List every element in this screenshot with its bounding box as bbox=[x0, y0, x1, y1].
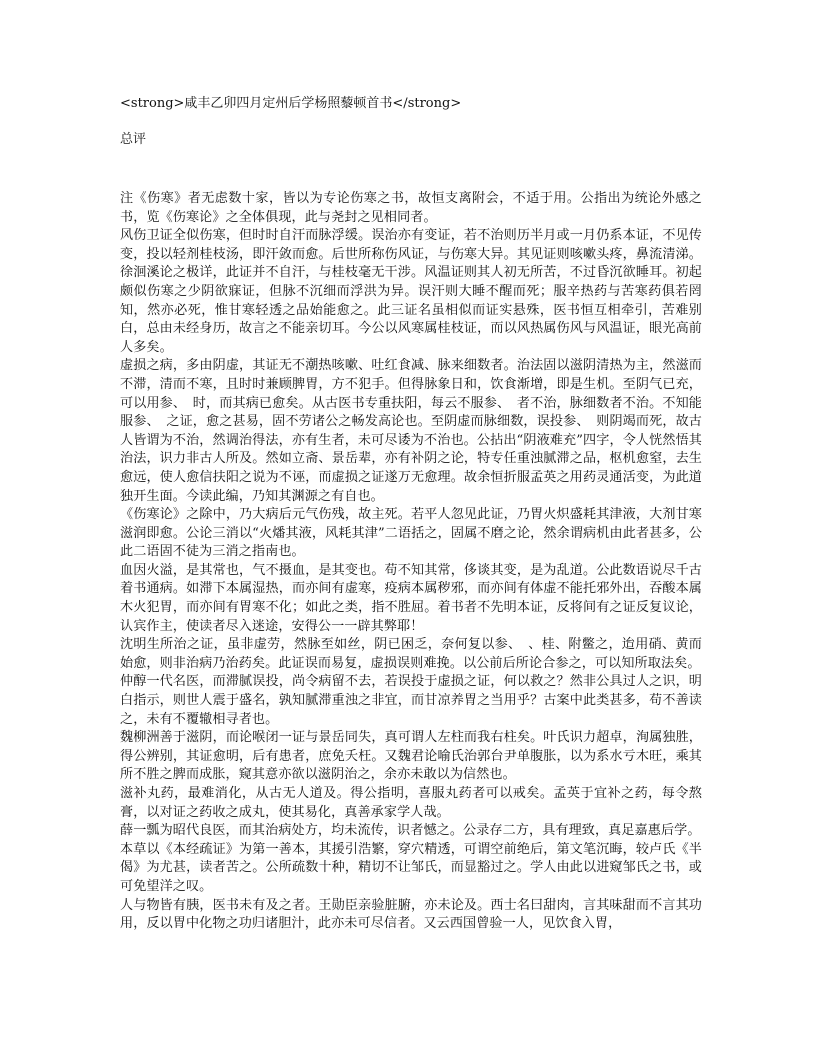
paragraph-9: 滋补丸药，最难消化，从古无人道及。得公指明，喜服丸药者可以戒矣。孟英于宜补之药，每令熬膏，以对证之药收之成丸，使其易化，真善承家学人哉。 bbox=[120, 786, 702, 820]
paragraph-3: 虚损之病，多由阴虚，其证无不潮热咳嗽、吐红食减、脉来细数者。治法固以滋阴清热为主，然滋而不滞，清而不寒，且时时兼顾脾胃，方不犯手。但得脉象日和，饮食渐增，即是生机。至阴气已充，可以用参、 时，而其病已愈矣。从古医书专重扶阳，每云不服参、 者不治，脉细数者不治。不知能服参、 之证，愈之甚易，固不劳诸公之畅发高论也。至阴虚而脉细数，误投参、 则阴竭而死，故古人皆谓为不治，然调治得法，亦有生者，未可尽诿为不治也。公拈出“阴液难充”四字，令人恍然悟其治法，识力非古人所及。然如立斋、景岳辈，亦有补阴之论，特专任重浊腻滞之品，枢机愈窒，去生愈远，使人愈信扶阳之说为不诬，而虚损之证遂万无愈理。故余恒折服孟英之用药灵通活变，为此道独开生面。今读此编，乃知其渊源之有自也。 bbox=[120, 358, 702, 504]
paragraph-8: 魏柳洲善于滋阴，而论喉闭一证与景岳同失，真可谓人左柱而我右柱矣。叶氏识力超卓，洵属独胜，得公辨别，其证愈明，后有患者，庶免夭枉。又魏君论喻氏治郭台尹单腹胀，以为系水亏木旺，乘其所不胜之脾而成胀，窥其意亦欲以滋阴治之，余亦未敢以为信然也。 bbox=[120, 730, 702, 783]
paragraph-2: 风伤卫证全似伤寒，但时时自汗而脉浮缓。误治亦有变证，若不治则历半月或一月仍系本证，不见传变，投以轻剂桂枝汤，即汗敛而愈。后世所称伤风证，与伤寒大异。其见证则咳嗽头疼，鼻流清涕。徐洄溪论之极详，此证并不自汗，与桂枝毫无干涉。风温证则其人初无所苦，不过昏沉欲睡耳。初起颇似伤寒之少阴欲寐证，但脉不沉细而浮洪为异。误汗则大睡不醒而死；服辛热药与苦寒药俱若罔知，然亦必死，惟甘寒轻透之品始能愈之。此三证名虽相似而证实悬殊，医书恒互相牵引，苦难别白，总由未经身历，故言之不能亲切耳。今公以风寒属桂枝证，而以风热属伤风与风温证，眼光高前人多矣。 bbox=[120, 228, 702, 355]
section-title: 总评 bbox=[120, 132, 147, 147]
paragraph-1: 注《伤寒》者无虑数十家，皆以为专论伤寒之书，故恒支离附会，不适于用。公指出为统论外感之书，览《伤寒论》之全体俱现，此与尧封之见相同者。 bbox=[120, 191, 702, 225]
paragraph-6: 沈明生所治之证，虽非虚劳，然脉至如丝，阴已困乏，奈何复以参、 、桂、附鳖之，迨用硝、黄而始愈，则非治病乃治药矣。此证误而易复，虚损误则难挽。以公前后所论合参之，可以知所取法矣。 bbox=[120, 637, 702, 671]
paragraph-7: 仲醇一代名医，而滞腻误投，尚令病留不去，若误投于虚损之证，何以救之？然非公具过人之识，明白指示，则世人震于盛名，孰知腻滞重浊之非宜，而甘凉养胃之当用乎？古案中此类甚多，苟不善读之，未有不覆辙相寻者也。 bbox=[120, 674, 702, 727]
document-page bbox=[120, 94, 702, 934]
document-body bbox=[120, 190, 702, 934]
paragraph-10: 薛一瓢为昭代良医，而其治病处方，均未流传，识者憾之。公录存二方，具有理致，真足嘉惠后学。 bbox=[120, 823, 701, 839]
signature-heading: <strong>咸丰乙卯四月定州后学杨照藜顿首书</strong> bbox=[120, 96, 462, 111]
paragraph-4: 《伤寒论》之除中，乃大病后元气伤残，故主死。若平人忽见此证，乃胃火炽盛耗其津液，大剂甘寒滋润即愈。公论三消以“火燔其液，风耗其津”二语括之，固属不磨之论，然余谓病机由此者甚多，公此二语固不徒为三消之指南也。 bbox=[120, 507, 702, 560]
paragraph-12: 人与物皆有胰，医书未有及之者。王勋臣亲验脏腑，亦未论及。西士名曰甜肉，言其味甜而不言其功用，反以胃中化物之功归诸胆汁，此亦未可尽信者。又云西国曾验一人，见饮食入胃， bbox=[120, 897, 702, 932]
paragraph-11: 本草以《本经疏证》为第一善本，其援引浩繁，穿穴精透，可谓空前绝后，第文笔沉晦，较卢氏《半偈》为尤甚，读者苦之。公所疏数十种，精切不让邹氏，而显豁过之。学人由此以进窥邹氏之书，或可免望洋之叹。 bbox=[120, 841, 702, 894]
paragraph-5: 血因火溢，是其常也，气不摄血，是其变也。苟不知其常，侈谈其变，是为乱道。公此数语说尽千古着书通病。如滞下本属湿热，而亦间有虚寒，疫病本属秽邪，而亦间有体虚不能托邪外出，吞酸本属木火犯胃，而亦间有胃寒不化；如此之类，指不胜屈。着书者不先明本证，反将间有之证反复议论，认宾作主，使读者尽入迷途，安得公一一辟其弊耶！ bbox=[120, 562, 702, 634]
